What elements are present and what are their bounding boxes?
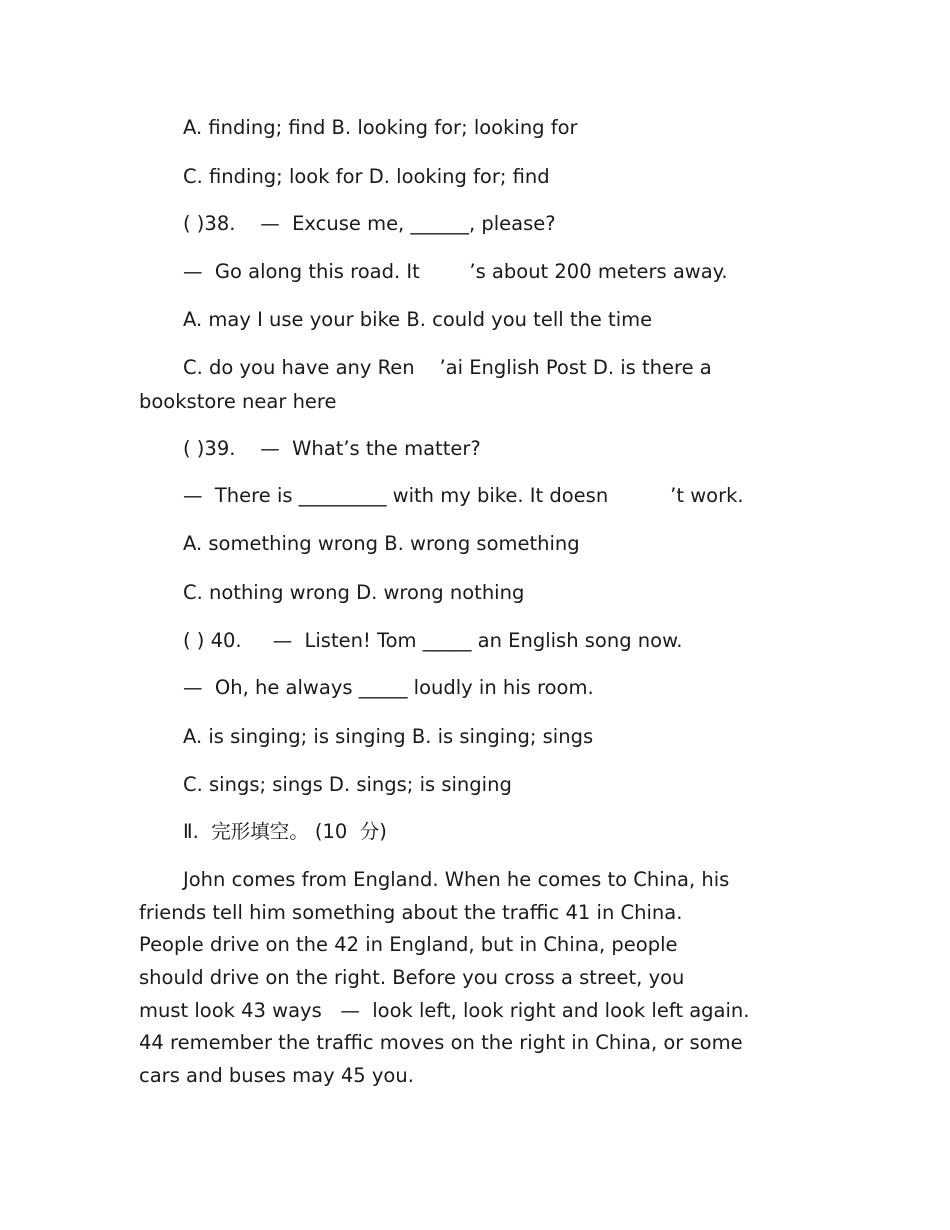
passage-line-4: should drive on the right. Before you cross a street, you xyxy=(139,966,685,989)
passage-line-6: 44 remember the traffic moves on the right in China, or some xyxy=(139,1031,743,1054)
q38-options-cd-line2: bookstore near here xyxy=(139,390,337,413)
q38-options-cd-line1: C. do you have any Ren ’ai English Post D. is there a xyxy=(183,356,712,379)
q37-options-ab: A. finding; find B. looking for; looking for xyxy=(183,116,578,139)
q39-reply: — There is _________ with my bike. It doesn ’t work. xyxy=(183,484,744,507)
q39-options-ab: A. something wrong B. wrong something xyxy=(183,532,580,555)
section-2-heading: Ⅱ. 完形填空。 (10 分) xyxy=(183,820,387,843)
passage-line-3: People drive on the 42 in England, but in China, people xyxy=(139,933,678,956)
q38-prompt: ( )38. — Excuse me, ______, please? xyxy=(183,212,556,235)
q38-options-ab: A. may I use your bike B. could you tell the time xyxy=(183,308,653,331)
passage-line-1: John comes from England. When he comes to China, his xyxy=(183,868,730,891)
q39-prompt: ( )39. — What’s the matter? xyxy=(183,437,481,460)
passage-line-5: must look 43 ways — look left, look right and look left again. xyxy=(139,999,750,1022)
q40-options-cd: C. sings; sings D. sings; is singing xyxy=(183,773,512,796)
q40-prompt: ( ) 40. — Listen! Tom _____ an English song now. xyxy=(183,629,683,652)
q39-options-cd: C. nothing wrong D. wrong nothing xyxy=(183,581,525,604)
passage-line-7: cars and buses may 45 you. xyxy=(139,1064,414,1087)
q37-options-cd: C. finding; look for D. looking for; find xyxy=(183,165,550,188)
q40-options-ab: A. is singing; is singing B. is singing; sings xyxy=(183,725,594,748)
passage-line-2: friends tell him something about the traffic 41 in China. xyxy=(139,901,683,924)
q38-reply: — Go along this road. It ’s about 200 meters away. xyxy=(183,260,728,283)
q40-reply: — Oh, he always _____ loudly in his room. xyxy=(183,676,594,699)
